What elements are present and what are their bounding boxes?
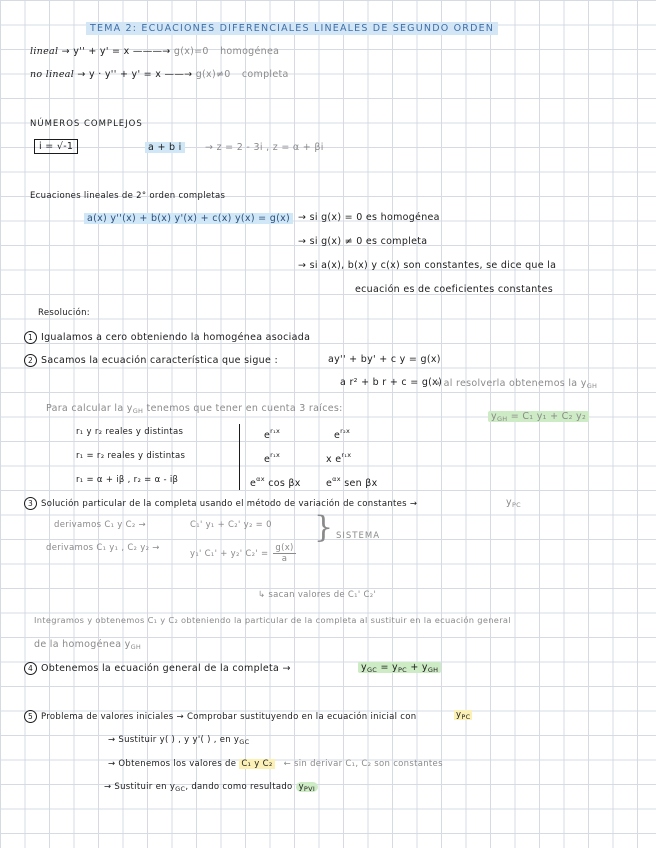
step-5-tag: $y_{PC}$ bbox=[456, 710, 471, 721]
sacan-valores: ↳ sacan valores de C₁' C₂' bbox=[258, 590, 377, 600]
step-2-number: 2 bbox=[24, 354, 37, 367]
step-3-number: 3 bbox=[24, 497, 37, 510]
roots-intro: Para calcular la $y_{GH}$ tenemos que tener en cuenta 3 raíces: bbox=[46, 403, 343, 415]
substep-2: → Obtenemos los valores de C₁ y C₂ ← sin derivar C₁, C₂ son constantes bbox=[108, 759, 443, 769]
step-2-eq2: a r² + b r + c = g(x) bbox=[340, 377, 443, 388]
derive-2-eq: y₁' C₁' + y₂' C₂' = $\frac{g(x)}{a}$ bbox=[190, 543, 294, 564]
yh-formula: $y_{GH} = C_1$ y₁ + C₂ y₂ bbox=[488, 411, 589, 423]
step-1: 1 Igualamos a cero obteniendo la homogénea asociada bbox=[24, 331, 310, 344]
nolineal-row: no lineal → y · y'' + y' = x ——→ g(x)≠0 completa bbox=[30, 69, 289, 80]
root-sol-1a: $e^{r_1x}$ bbox=[264, 427, 281, 441]
complex-examples: → z = 2 - 3i , z = α + βi bbox=[205, 142, 324, 153]
root-case-3: r₁ = α + iβ , r₂ = α - iβ bbox=[76, 475, 179, 485]
complex-heading: NÚMEROS COMPLEJOS bbox=[30, 119, 143, 129]
step-5-number: 5 bbox=[24, 710, 37, 723]
ecl-equation: a(x) y''(x) + b(x) y'(x) + c(x) y(x) = g(x) bbox=[84, 213, 293, 224]
step-1-number: 1 bbox=[24, 331, 37, 344]
roots-divider bbox=[239, 424, 240, 490]
root-sol-2b: x $e^{r_1x}$ bbox=[326, 451, 352, 465]
step-2-eq1: ay'' + by' + c y = g(x) bbox=[328, 354, 441, 365]
derive-1: derivamos C₁ y C₂ → bbox=[54, 520, 146, 530]
step-3: 3 Solución particular de la completa usando el método de variación de constantes → bbox=[24, 497, 417, 510]
root-case-2: r₁ = r₂ reales y distintas bbox=[76, 451, 186, 461]
system-brace: } bbox=[314, 510, 334, 545]
page-title: TEMA 2: ECUACIONES DIFERENCIALES LINEALES DE SEGUNDO ORDEN bbox=[86, 23, 498, 34]
integramos-2: de la homogénea $y_{GH}$ bbox=[34, 639, 142, 651]
step-3-tag: $y_{PC}$ bbox=[506, 497, 521, 509]
root-sol-1b: $e^{r_2x}$ bbox=[334, 427, 351, 441]
root-sol-2a: $e^{r_1x}$ bbox=[264, 451, 281, 465]
ecl-case-3: → si a(x), b(x) y c(x) son constantes, se dice que la bbox=[298, 260, 557, 271]
ecl-case-2: → si g(x) ≠ 0 es completa bbox=[298, 236, 428, 247]
ecl-case-3b: ecuación es de coeficientes constantes bbox=[355, 284, 553, 295]
complex-form: a + b i bbox=[145, 142, 185, 153]
substep-3: → Sustituir en $y_{GC}$, dando como resultado $y_{PVI}$ bbox=[104, 782, 318, 793]
derive-1-eq: C₁' y₁ + C₂' y₂ = 0 bbox=[190, 520, 272, 530]
root-sol-3b: $e^{\alpha x}$ sen βx bbox=[326, 475, 378, 489]
ecl-heading: Ecuaciones lineales de 2° orden completas bbox=[30, 191, 226, 201]
lineal-row: lineal → y'' + y' = x ———→ g(x)=0 homogénea bbox=[30, 46, 280, 57]
substep-1: → Sustituir y( ) , y y'( ) , en $y_{GC}$ bbox=[108, 735, 250, 746]
root-sol-3a: $e^{\alpha x}$ cos βx bbox=[250, 475, 301, 489]
step-4-equation: $y_{GC} = y_{PC} + y_{GH}$ bbox=[358, 662, 441, 674]
step-2: 2 Sacamos la ecuación característica que sigue : bbox=[24, 354, 278, 367]
derive-2: derivamos C₁ y₁ , C₂ y₂ → bbox=[46, 543, 160, 553]
step-5: 5 Problema de valores iniciales → Comprobar sustituyendo en la ecuación inicial con bbox=[24, 710, 416, 723]
integramos-1: Integramos y obtenemos C₁ y C₂ obteniendo la particular de la completa al sustituir en la ecuación general bbox=[34, 615, 511, 625]
root-case-1: r₁ y r₂ reales y distintas bbox=[76, 427, 184, 437]
step-2-arrow: → al resolverla obtenemos la $y_{GH}$ bbox=[432, 378, 598, 390]
i-definition: i = √-1 bbox=[34, 139, 78, 154]
step-4-number: 4 bbox=[24, 662, 37, 675]
resolucion-heading: Resolución: bbox=[38, 308, 90, 318]
step-4: 4 Obtenemos la ecuación general de la completa → bbox=[24, 662, 291, 675]
ecl-case-1: → si g(x) = 0 es homogénea bbox=[298, 212, 440, 223]
sistema-label: SISTEMA bbox=[336, 531, 381, 541]
